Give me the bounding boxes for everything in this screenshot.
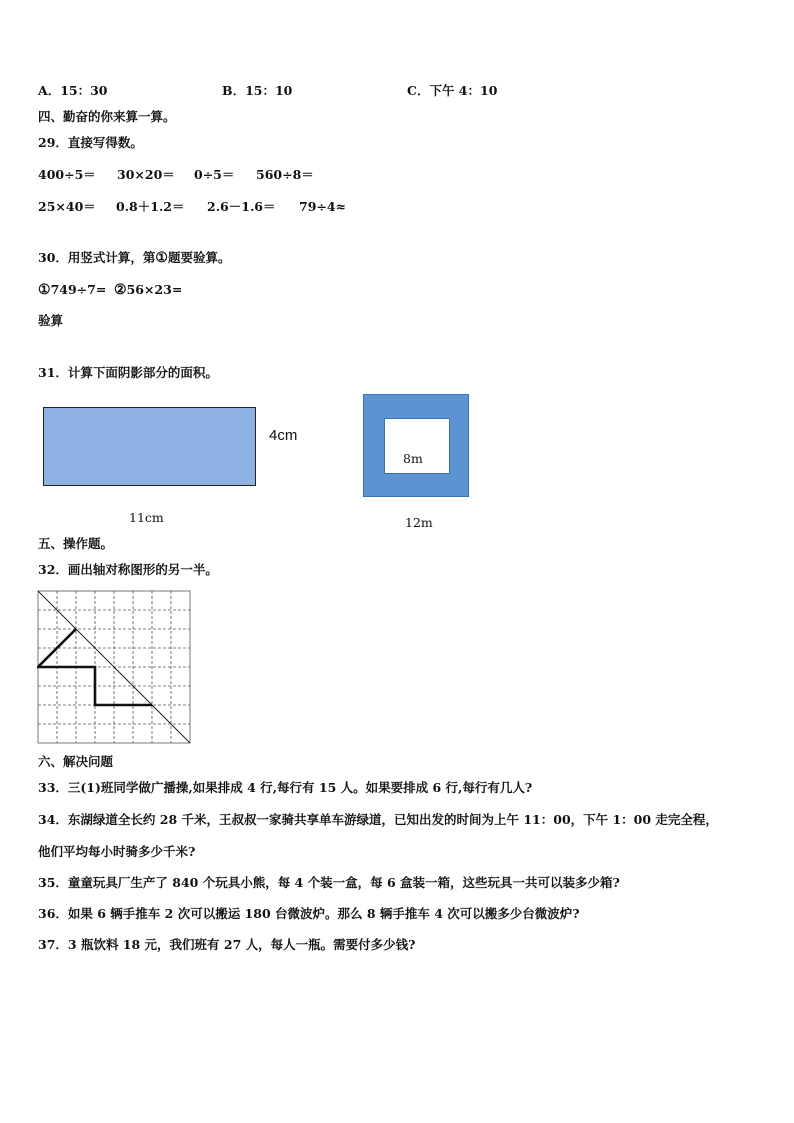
q37-text: 37．3 瓶饮料 18 元，我们班有 27 人，每人一瓶。需要付多少钱? <box>38 937 416 952</box>
q30-item-1 <box>38 282 106 298</box>
q29-r2-c4: 79÷4≈ <box>299 199 347 214</box>
q31-title: 31．计算下面阴影部分的面积。 <box>38 365 218 380</box>
q30-item-2-mark: ② <box>114 282 127 298</box>
q30-item-2 <box>114 282 182 298</box>
q35-text: 35．童童玩具厂生产了 840 个玩具小熊，每 4 个装一盒，每 6 盒装一箱，这些玩具一共可以装多少箱? <box>38 875 620 890</box>
q30-check-label: 验算 <box>38 313 64 328</box>
shaded-square-outer <box>363 394 469 497</box>
q30-title <box>38 250 230 266</box>
shaded-rectangle <box>43 407 256 486</box>
section-6-title: 六、解决问题 <box>38 754 114 769</box>
q29-r1-c4: 560÷8＝ <box>256 167 314 182</box>
q30-title-pre: 30．用竖式计算，第 <box>38 250 156 265</box>
q29-r2-c1: 25×40＝ <box>38 199 96 214</box>
option-b: B．15：10 <box>222 83 293 98</box>
section-4-title: 四、勤奋的你来算一算。 <box>38 109 176 124</box>
rect-height-label: 4cm <box>269 427 298 444</box>
option-c: C．下午 4：10 <box>407 83 498 98</box>
q30-item-1-expr: 749÷7= <box>50 282 107 297</box>
q30-item-2-expr: 56×23= <box>126 282 183 297</box>
q29-r2-c2: 0.8＋1.2＝ <box>116 199 185 214</box>
q29-r1-c1: 400÷5＝ <box>38 167 96 182</box>
q34-line-2: 他们平均每小时骑多少千米? <box>38 844 196 859</box>
option-a: A．15：30 <box>38 83 108 98</box>
q30-title-post: 题要验算。 <box>167 250 231 265</box>
q29-title: 29．直接写得数。 <box>38 135 143 150</box>
outer-side-label: 12m <box>405 515 433 530</box>
q29-r1-c3: 0÷5＝ <box>194 167 235 182</box>
q36-text: 36．如果 6 辆手推车 2 次可以搬运 180 台微波炉。那么 8 辆手推车 4 次可以搬多少台微波炉? <box>38 906 580 921</box>
q34-line-1: 34．东湖绿道全长约 28 千米，王叔叔一家骑共享单车游绿道，已知出发的时间为上午 11：00，下午 1：00 走完全程， <box>38 812 718 827</box>
q29-r1-c2: 30×20＝ <box>117 167 175 182</box>
symmetry-grid-figure <box>37 590 192 745</box>
q33-text: 33．三(1)班同学做广播操,如果排成 4 行,每行有 15 人。如果要排成 6 行,每行有几人? <box>38 780 533 795</box>
q30-title-mark: ① <box>155 250 168 266</box>
section-5-title: 五、操作题。 <box>38 536 114 551</box>
q29-r2-c3: 2.6－1.6＝ <box>207 199 276 214</box>
inner-side-label: 8m <box>403 451 423 466</box>
q30-item-1-mark: ① <box>38 282 51 298</box>
q32-title: 32．画出轴对称图形的另一半。 <box>38 562 218 577</box>
rect-width-label: 11cm <box>129 510 164 525</box>
